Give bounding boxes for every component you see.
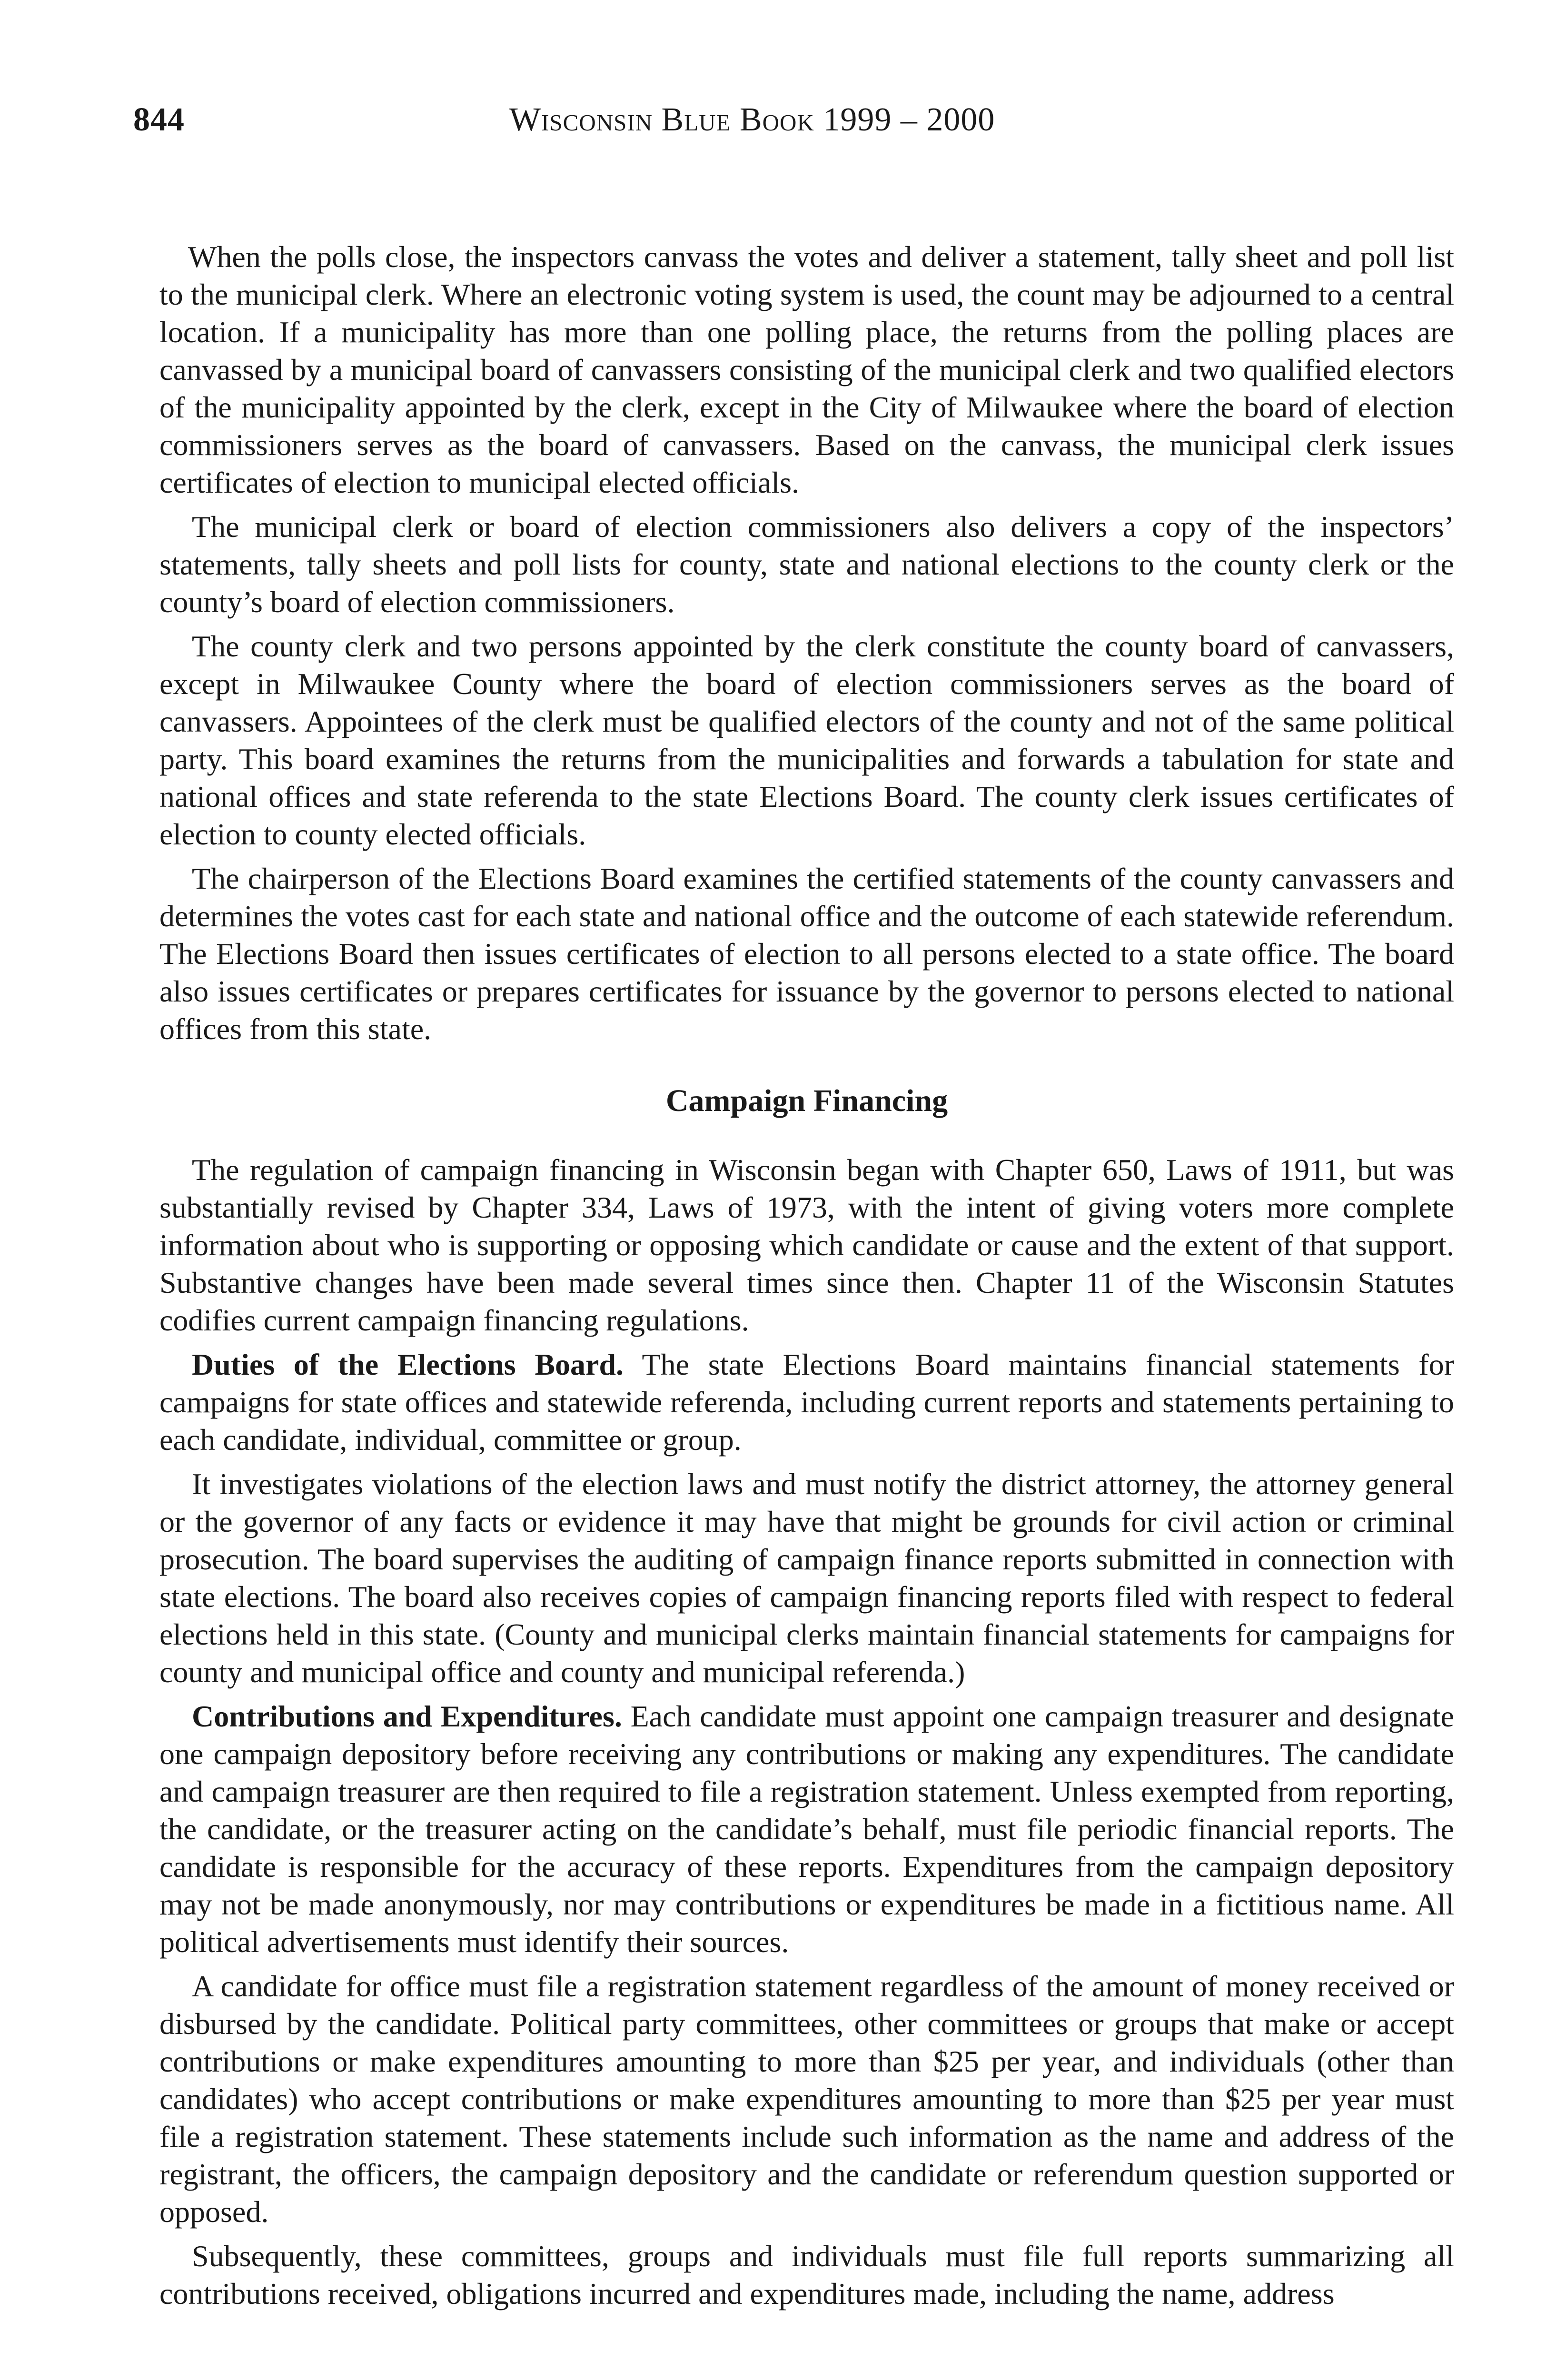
contributions-heading: Contributions and Expenditures. [192, 1699, 622, 1733]
paragraph-registration: A candidate for office must file a registration statement regardless of the amount of money received or disbursed by the candidate. Political party committees, other committees or groups that make or accept contributions or make expenditures amounting to more than $25 per year, and individuals (other than candidates) who accept contributions or make expenditures amounting to more than $25 per year must file a registration statement. These statements include such information as the name and address of the registrant, the officers, the campaign depository and the candidate or referendum question supported or opposed. [159, 1969, 1454, 2229]
paragraph-duties [159, 1346, 1454, 1458]
running-title: Wisconsin Blue Book 1999 – 2000 [509, 101, 995, 138]
contributions-text: Each candidate must appoint one campaign treasurer and designate one campaign depository before receiving any contributions or making any expenditures. The candidate and campaign treasurer are then required to file a registration statement. Unless exempted from reporting, the candidate, or the treasurer acting on the candidate’s behalf, must file periodic financial reports. The candidate is responsible for the accuracy of these reports. Expenditures from the campaign depository may not be made anonymously, nor may contributions or expenditures be made in a fictitious name. All political advertisements must identify their sources. [159, 1699, 1455, 1959]
paragraph-chairperson: The chairperson of the Elections Board examines the certified statements of the county canvassers and determines the votes cast for each state and national office and the outcome of each statewide referendum. The Elections Board then issues certificates of election to all persons elected to a state office. The board also issues certificates or prepares certificates for issuance by the governor to persons elected to national offices from this state. [159, 862, 1454, 1046]
duties-text: The state Elections Board maintains financial statements for campaigns for state offices and statewide referenda, including current reports and statements pertaining to each candidate, individual, committee or group. [159, 1348, 1455, 1457]
paragraph-county-clerk: The county clerk and two persons appointed by the clerk constitute the county board of canvassers, except in Milwaukee County where the board of election commissioners serves as the board of canvassers. Appointees of the clerk must be qualified electors of the county and not of the same political party. This board examines the returns from the municipalities and forwards a tabulation for state and national offices and state referenda to the state Elections Board. The county clerk issues certificates of election to county elected officials. [159, 629, 1454, 851]
page-number: 844 [133, 101, 185, 138]
paragraph-municipal-clerk: The municipal clerk or board of election commissioners also delivers a copy of the inspectors’ statements, tally sheets and poll lists for county, state and national elections to the county clerk or the county’s board of election commissioners. [159, 510, 1454, 619]
paragraph-subsequently: Subsequently, these committees, groups and individuals must file full reports summarizing all contributions received, obligations incurred and expenditures made, including the name, address [159, 2239, 1454, 2311]
section-heading-campaign-financing: Campaign Financing [665, 1083, 948, 1118]
paragraph-investigates: It investigates violations of the election laws and must notify the district attorney, the attorney general or the governor of any facts or evidence it may have that might be grounds for civil action or criminal prosecution. The board supervises the auditing of campaign finance reports submitted in connection with state elections. The board also receives copies of campaign financing reports filed with respect to federal elections held in this state. (County and municipal clerks maintain financial statements for campaigns for county and municipal office and county and municipal referenda.) [159, 1467, 1454, 1689]
paragraph-contributions [159, 1697, 1454, 1961]
paragraph-polls-close: When the polls close, the inspectors canvass the votes and deliver a statement, tally sheet and poll list to the municipal clerk. Where an electronic voting system is used, the count may be adjourned to a central location. If a municipality has more than one polling place, the returns from the polling places are canvassed by a municipal board of canvassers consisting of the municipal clerk and two qualified electors of the municipality appointed by the clerk, except in the City of Milwaukee where the board of election commissioners serves as the board of canvassers. Based on the canvass, the municipal clerk issues certificates of election to municipal elected officials. [159, 240, 1454, 499]
duties-heading: Duties of the Elections Board. [192, 1348, 624, 1381]
paragraph-regulation-intro: The regulation of campaign financing in Wisconsin began with Chapter 650, Laws of 1911, but was substantially revised by Chapter 334, Laws of 1973, with the intent of giving voters more complete information about who is supporting or opposing which candidate or cause and the extent of that support. Substantive changes have been made several times since then. Chapter 11 of the Wisconsin Statutes codifies current campaign financing regulations. [159, 1153, 1454, 1337]
page-body [159, 238, 1454, 2319]
